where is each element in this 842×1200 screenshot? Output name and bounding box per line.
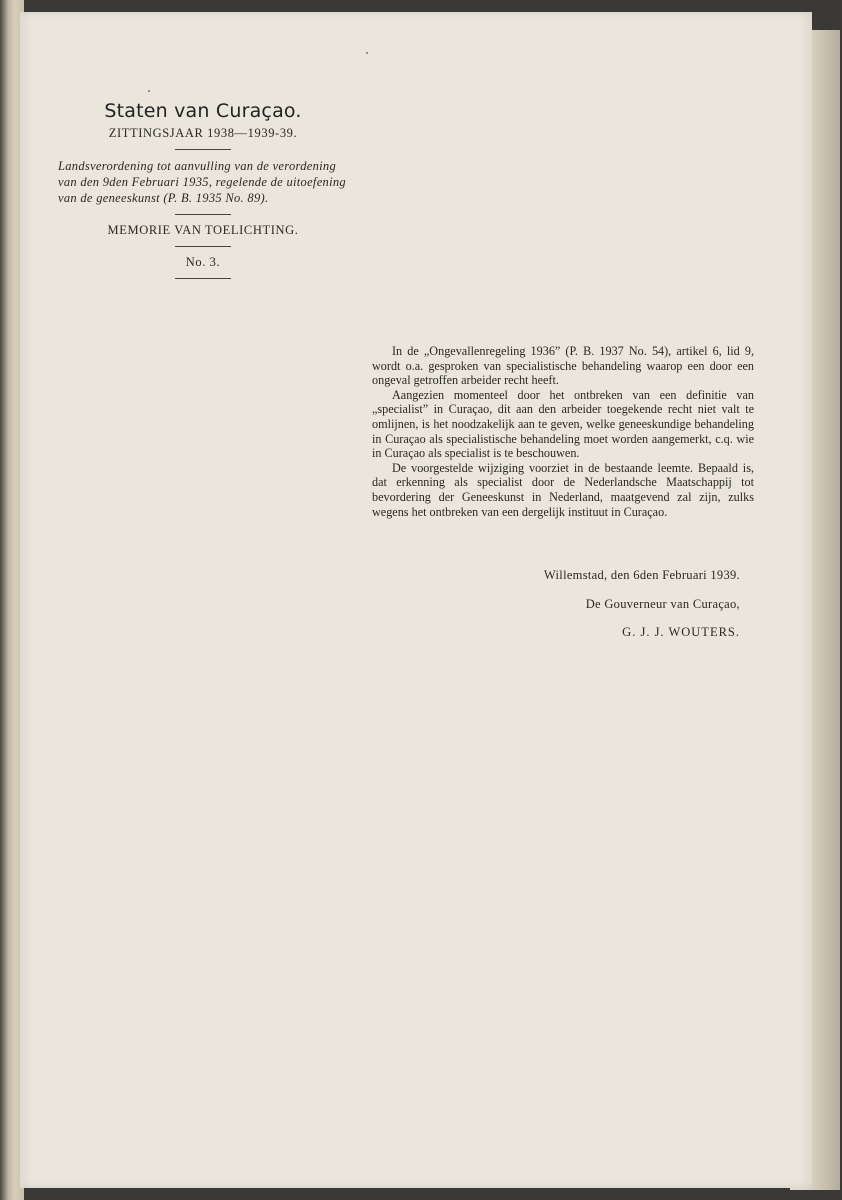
divider <box>175 278 231 279</box>
header-block <box>48 100 358 287</box>
paragraph: In de „Ongevallenregeling 1936” (P. B. 1937 No. 54), artikel 6, lid 9, wordt o.a. gesproken van specialistische behandeling waarop een door een ongeval getroffen arbeider recht heeft. <box>372 344 754 388</box>
body-text <box>372 344 754 519</box>
divider <box>175 214 231 215</box>
paper-speck <box>148 90 150 92</box>
signatory-name: G. J. J. WOUTERS. <box>622 625 740 639</box>
paper-speck <box>366 52 368 54</box>
document-page <box>20 12 812 1188</box>
divider <box>175 149 231 150</box>
paragraph: Aangezien momenteel door het ontbreken van een definitie van „specialist” in Curaçao, dit aan den arbeider toegekende recht niet valt te omlijnen, is het noodzakelijk aan te geven, welke geneeskundige behandeling in Curaçao als specialistische behandeling moet worden aangemerkt, c.q. wie in Curaçao als specialist is te beschouwen. <box>372 387 754 461</box>
signatory-role: De Gouverneur van Curaçao, <box>585 597 740 611</box>
document-number: No. 3. <box>185 255 221 269</box>
divider <box>175 246 231 247</box>
session-year: ZITTINGSJAAR 1938—1939-39. <box>108 126 298 140</box>
document-type: MEMORIE VAN TOELICHTING. <box>107 223 299 237</box>
subject-text: Landsverordening tot aanvulling van de verordening van den 9den Februari 1935, regelende de uitoefening van de geneeskunst (P. B. 1935 No. 89). <box>58 159 346 205</box>
place-date: Willemstad, den 6den Februari 1939. <box>543 568 740 582</box>
page-title: Staten van Curaçao. <box>104 100 302 122</box>
paragraph: De voorgestelde wijziging voorziet in de bestaande leemte. Bepaald is, dat erkenning als specialist door de Nederlandsche Maatschappij tot bevordering der Geneeskunst in Nederland, maatgevend zal zijn, zulks wegens het ontbreken van een dergelijk instituut in Curaçao. <box>372 460 754 519</box>
